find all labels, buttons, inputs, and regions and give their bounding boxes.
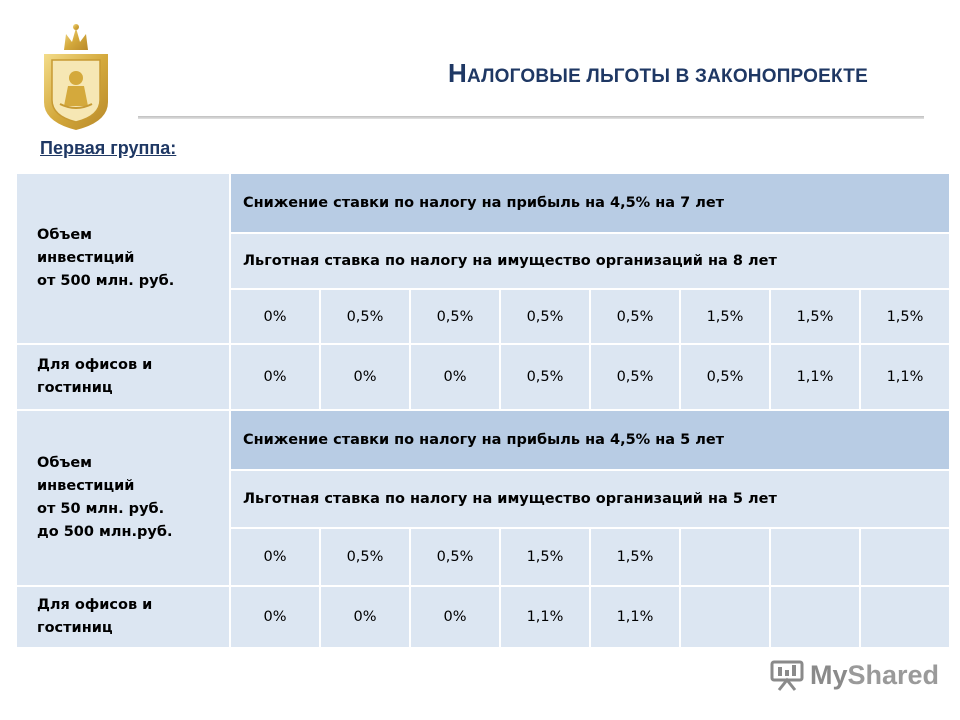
investment-volume-50-500-cell: [16, 410, 230, 586]
property-tax-rate-5y: Льготная ставка по налогу на имущество организаций на 5 лет: [230, 470, 950, 528]
rate-cell: 0,5%: [320, 528, 410, 586]
table-row: [16, 173, 950, 233]
title-divider: [138, 116, 924, 119]
rate-cell: 0,5%: [680, 344, 770, 410]
brand-my: My: [810, 659, 848, 690]
rate-cell: 0,5%: [320, 289, 410, 344]
rate-cell: [860, 586, 950, 648]
rate-cell: 0%: [230, 289, 320, 344]
profit-tax-reduction-5y: Снижение ставки по налогу на прибыль на 4,5% на 5 лет: [230, 410, 950, 470]
group-label: Первая группа:: [40, 138, 177, 158]
rate-cell: 0%: [320, 344, 410, 410]
rate-cell: [770, 528, 860, 586]
table-row: [16, 586, 950, 648]
head-line: Объем: [37, 227, 93, 243]
head-line: инвестиций: [37, 250, 135, 266]
rate-cell: 0%: [410, 586, 500, 648]
head-line: инвестиций: [37, 478, 135, 494]
rate-cell: 1,5%: [770, 289, 860, 344]
rate-cell: 1,5%: [500, 528, 590, 586]
rate-cell: 1,5%: [680, 289, 770, 344]
head-line: Для офисов и: [37, 597, 153, 613]
offices-hotels-cell: [16, 586, 230, 648]
rate-cell: 0,5%: [500, 344, 590, 410]
presentation-board-icon: [770, 659, 804, 691]
table-row: [16, 410, 950, 470]
rate-cell: [680, 528, 770, 586]
rate-cell: 0,5%: [590, 344, 680, 410]
head-line: до 500 млн.руб.: [37, 524, 173, 540]
coat-of-arms-emblem: [36, 20, 116, 132]
rate-cell: [860, 528, 950, 586]
rate-cell: 0%: [410, 344, 500, 410]
rate-cell: 0%: [230, 344, 320, 410]
head-line: от 50 млн. руб.: [37, 501, 165, 517]
profit-tax-reduction-7y: Снижение ставки по налогу на прибыль на 4,5% на 7 лет: [230, 173, 950, 233]
rate-cell: 1,1%: [770, 344, 860, 410]
rate-cell: 1,1%: [860, 344, 950, 410]
rate-cell: 0,5%: [500, 289, 590, 344]
property-tax-rate-8y: Льготная ставка по налогу на имущество организаций на 8 лет: [230, 233, 950, 289]
page-title: НАЛОГОВЫЕ ЛЬГОТЫ В ЗАКОНОПРОЕКТЕ: [448, 58, 868, 88]
head-line: от 500 млн. руб.: [37, 273, 175, 289]
rate-cell: 1,5%: [590, 528, 680, 586]
rate-cell: 1,1%: [500, 586, 590, 648]
table-row: [16, 344, 950, 410]
head-line: Объем: [37, 455, 93, 471]
rate-cell: [680, 586, 770, 648]
rate-cell: 0%: [320, 586, 410, 648]
brand-shared: Shared: [847, 659, 940, 690]
rate-cell: 0,5%: [410, 289, 500, 344]
rate-cell: 0,5%: [410, 528, 500, 586]
offices-hotels-cell: [16, 344, 230, 410]
rate-cell: [770, 586, 860, 648]
rate-cell: 0%: [230, 586, 320, 648]
myshared-watermark[interactable]: [770, 658, 939, 692]
rate-cell: 1,5%: [860, 289, 950, 344]
rate-cell: 0%: [230, 528, 320, 586]
investment-volume-500-cell: [16, 173, 230, 344]
head-line: Для офисов и: [37, 357, 153, 373]
head-line: гостиниц: [37, 380, 113, 396]
rate-cell: 0,5%: [590, 289, 680, 344]
tax-benefits-table: [15, 172, 951, 649]
rate-cell: 1,1%: [590, 586, 680, 648]
head-line: гостиниц: [37, 620, 113, 636]
